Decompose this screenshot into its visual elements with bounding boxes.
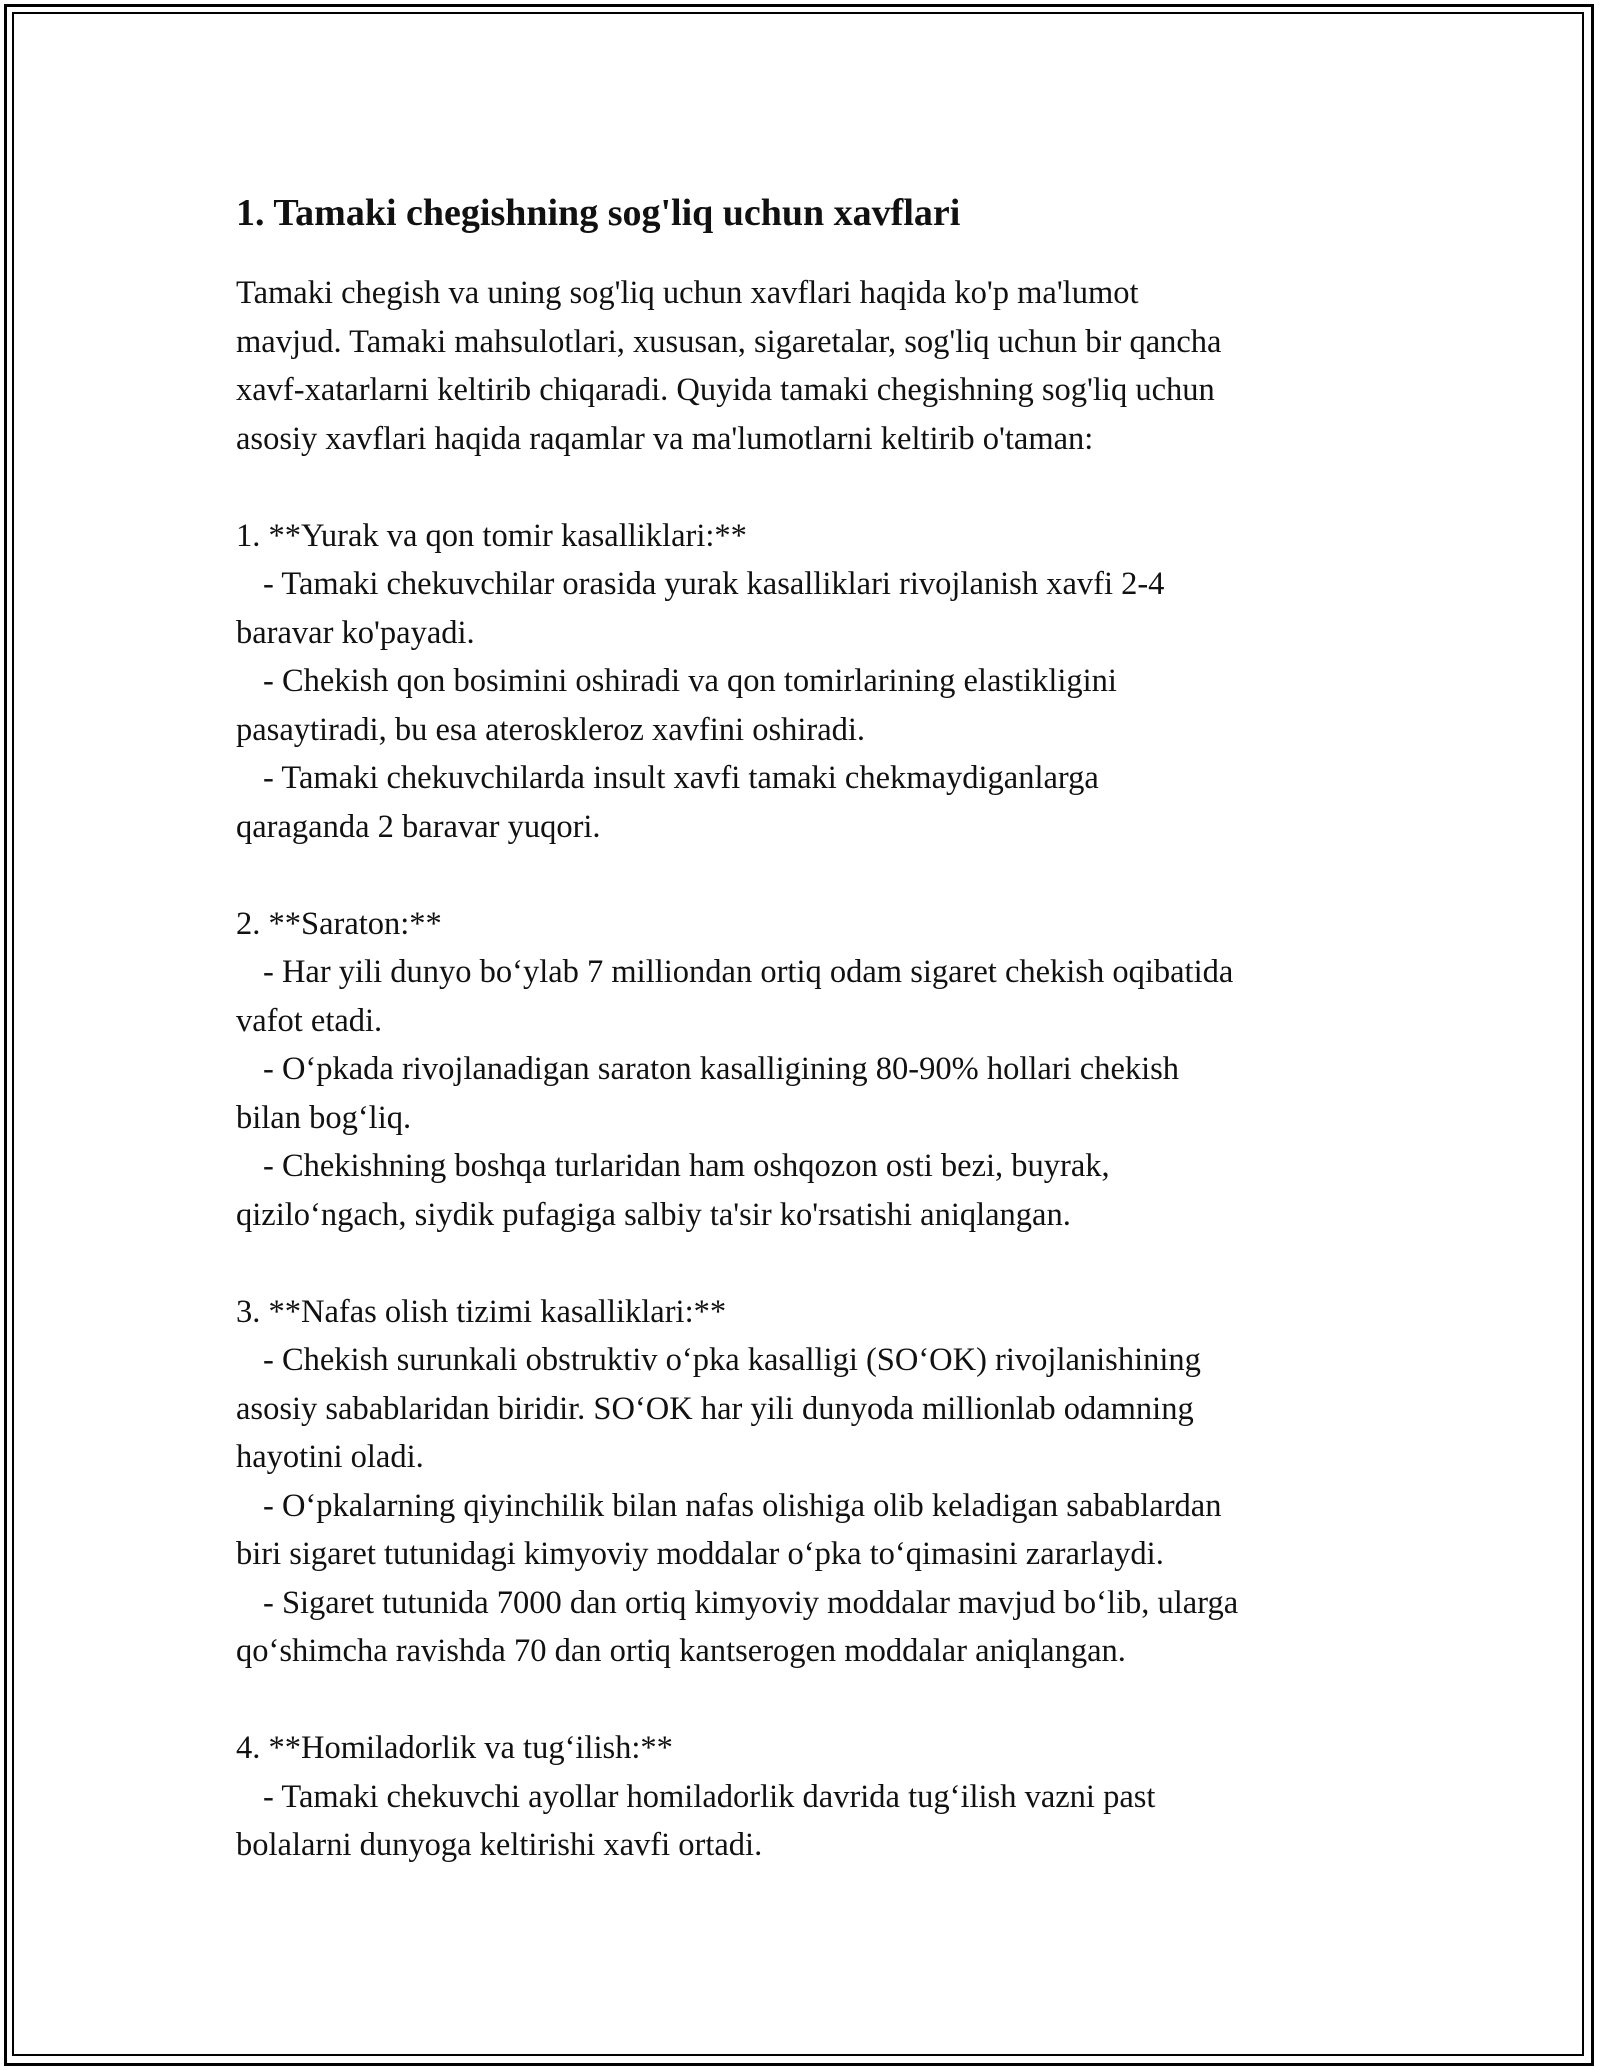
bullet-line: - Chekishning boshqa turlaridan ham oshqozon osti bezi, buyrak, bbox=[263, 1148, 1110, 1184]
bullet-item bbox=[236, 948, 1396, 1045]
bullet-line: qo‘shimcha ravishda 70 dan ortiq kantserogen moddalar aniqlangan. bbox=[236, 1633, 1126, 1669]
bullet-item bbox=[236, 1773, 1396, 1870]
bullet-line: asosiy sabablaridan biridir. SO‘OK har yili dunyoda millionlab odamning bbox=[236, 1390, 1194, 1427]
bullet-item bbox=[236, 560, 1396, 657]
section-heading: 1. **Yurak va qon tomir kasalliklari:** bbox=[236, 517, 747, 554]
bullet-item bbox=[236, 1142, 1396, 1239]
bullet-line: bolalarni dunyoga keltirishi xavfi ortadi. bbox=[236, 1827, 763, 1863]
bullet-line: - Tamaki chekuvchi ayollar homiladorlik davrida tug‘ilish vazni past bbox=[263, 1778, 1156, 1815]
bullet-line: hayotini oladi. bbox=[236, 1439, 424, 1475]
section-heading: 3. **Nafas olish tizimi kasalliklari:** bbox=[236, 1293, 727, 1330]
intro-line: asosiy xavflari haqida raqamlar va ma'lumotlarni keltirib o'taman: bbox=[236, 420, 1094, 457]
bullet-item bbox=[236, 1045, 1396, 1142]
bullet-line: - O‘pkada rivojlanadigan saraton kasalligining 80-90% hollari chekish bbox=[263, 1051, 1180, 1087]
bullet-line: - O‘pkalarning qiyinchilik bilan nafas olishiga olib keladigan sabablardan bbox=[263, 1487, 1222, 1524]
bullet-item bbox=[236, 1579, 1396, 1676]
bullet-item bbox=[236, 657, 1396, 754]
intro-line: Tamaki chegish va uning sog'liq uchun xavflari haqida ko'p ma'lumot bbox=[236, 275, 1139, 311]
blank-line bbox=[236, 1676, 1396, 1725]
blank-line bbox=[236, 1239, 1396, 1288]
bullet-item bbox=[236, 754, 1396, 851]
blank-line bbox=[236, 463, 1396, 512]
bullet-line: - Har yili dunyo bo‘ylab 7 milliondan ortiq odam sigaret chekish oqibatida bbox=[263, 954, 1234, 990]
bullet-line: baravar ko'payadi. bbox=[236, 614, 475, 651]
bullet-item bbox=[236, 1482, 1396, 1579]
intro-line: mavjud. Tamaki mahsulotlari, xususan, sigaretalar, sog'liq uchun bir qancha bbox=[236, 323, 1222, 360]
document-title: 1. Tamaki chegishning sog'liq uchun xavflari bbox=[236, 192, 961, 234]
bullet-line: bilan bog‘liq. bbox=[236, 1099, 412, 1136]
bullet-line: qizilo‘ngach, siydik pufagiga salbiy ta'sir ko'rsatishi aniqlangan. bbox=[236, 1196, 1071, 1233]
bullet-line: - Tamaki chekuvchilarda insult xavfi tamaki chekmaydiganlarga bbox=[263, 760, 1099, 796]
bullet-line: - Chekish qon bosimini oshiradi va qon tomirlarining elastikligini bbox=[263, 663, 1117, 699]
bullet-line: pasaytiradi, bu esa ateroskleroz xavfini oshiradi. bbox=[236, 711, 866, 748]
bullet-line: - Tamaki chekuvchilar orasida yurak kasalliklari rivojlanish xavfi 2-4 bbox=[263, 566, 1165, 602]
bullet-line: biri sigaret tutunidagi kimyoviy moddalar o‘pka to‘qimasini zararlaydi. bbox=[236, 1536, 1164, 1572]
bullet-line: - Sigaret tutunida 7000 dan ortiq kimyoviy moddalar mavjud bo‘lib, ularga bbox=[263, 1584, 1239, 1621]
section-respiratory bbox=[236, 1288, 1396, 1676]
section-heading: 4. **Homiladorlik va tug‘ilish:** bbox=[236, 1730, 673, 1766]
bullet-line: vafot etadi. bbox=[236, 1002, 383, 1039]
section-cancer bbox=[236, 900, 1396, 1240]
blank-line bbox=[236, 851, 1396, 900]
intro-line: xavf-xatarlarni keltirib chiqaradi. Quyida tamaki chegishning sog'liq uchun bbox=[236, 372, 1215, 408]
bullet-line: qaraganda 2 baravar yuqori. bbox=[236, 808, 601, 845]
bullet-item bbox=[236, 1336, 1396, 1482]
intro-paragraph bbox=[236, 269, 1396, 463]
bullet-line: - Chekish surunkali obstruktiv o‘pka kasalligi (SO‘OK) rivojlanishining bbox=[263, 1342, 1201, 1378]
section-heart-disease bbox=[236, 512, 1396, 852]
section-pregnancy bbox=[236, 1724, 1396, 1870]
section-heading: 2. **Saraton:** bbox=[236, 905, 442, 942]
document-body bbox=[236, 185, 1396, 1870]
